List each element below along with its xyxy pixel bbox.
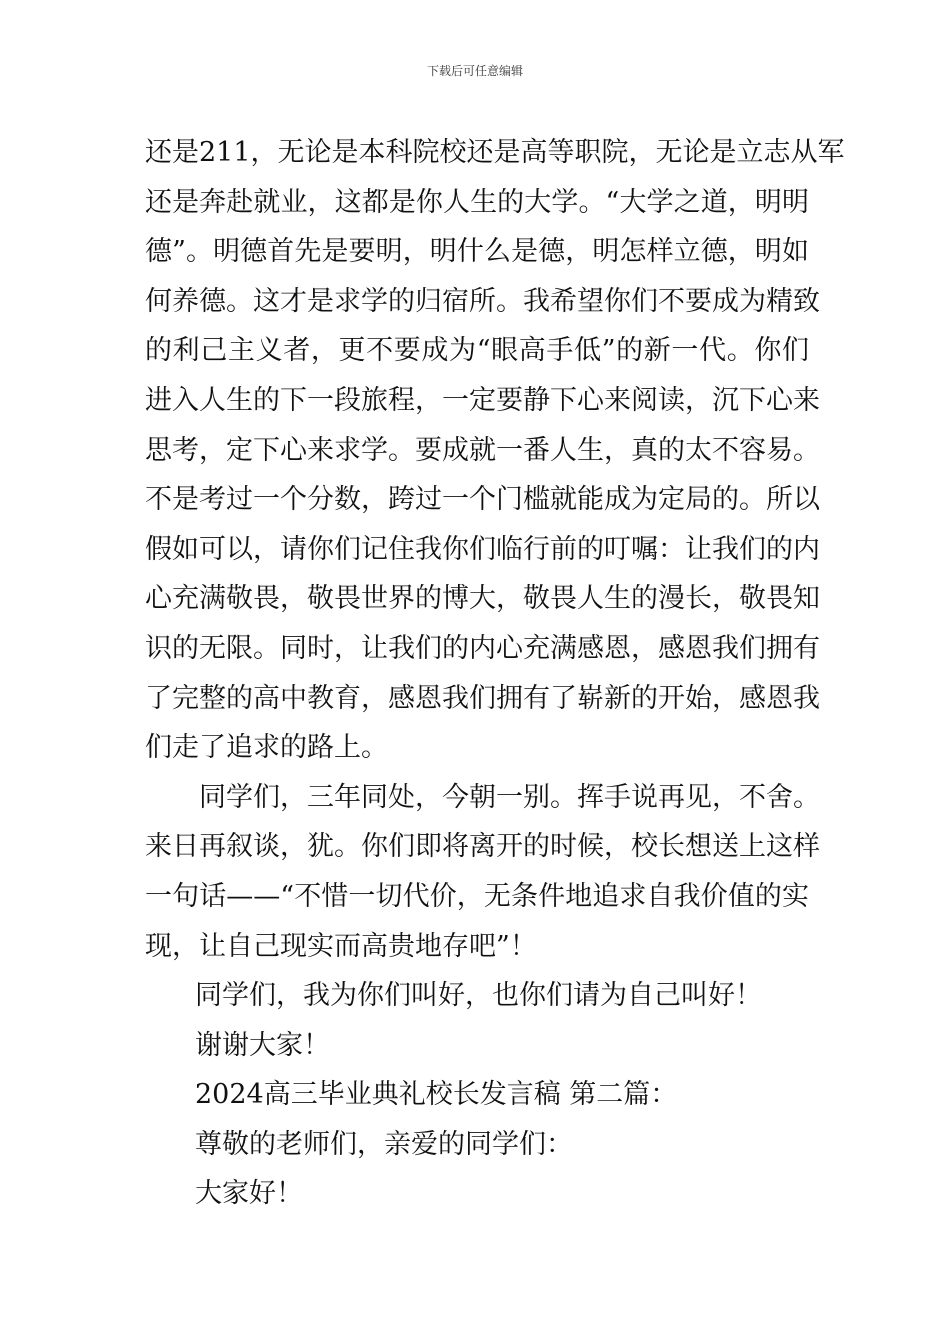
- page-header: 下载后可任意编辑: [426, 64, 523, 78]
- paragraph-line: 心充满敬畏，敬畏世界的博大，敬畏人生的漫长，敬畏知: [145, 583, 820, 615]
- paragraph-line: 谢谢大家！: [195, 1029, 330, 1061]
- paragraph-line: 进入人生的下一段旅程，一定要静下心来阅读，沉下心来: [145, 384, 820, 416]
- salutation: 尊敬的老师们，亲爱的同学们：: [195, 1128, 573, 1160]
- paragraph-line: 识的无限。同时，让我们的内心充满感恩，感恩我们拥有: [145, 632, 820, 664]
- paragraph-line: 们走了追求的路上。: [145, 732, 388, 764]
- greeting: 大家好！: [195, 1178, 303, 1210]
- paragraph-line: 同学们，三年同处，今朝一别。挥手说再见，不舍。: [199, 781, 820, 813]
- paragraph-line: 何养德。这才是求学的归宿所。我希望你们不要成为精致: [145, 285, 820, 317]
- paragraph-line: 的利己主义者，更不要成为“眼高手低”的新一代。你们: [145, 335, 809, 367]
- document-body: [145, 128, 845, 1219]
- paragraph-line: 不是考过一个分数，跨过一个门槛就能成为定局的。所以: [145, 484, 820, 516]
- paragraph-line: 假如可以，请你们记住我你们临行前的叮嘱：让我们的内: [145, 533, 820, 565]
- paragraph-line: 了完整的高中教育，感恩我们拥有了崭新的开始，感恩我: [145, 682, 820, 714]
- paragraph-line: 还是211，无论是本科院校还是高等职院，无论是立志从军: [145, 137, 845, 168]
- paragraph-line: 思考，定下心来求学。要成就一番人生，真的太不容易。: [145, 434, 820, 466]
- paragraph-line: 来日再叙谈，犹。你们即将离开的时候，校长想送上这样: [145, 831, 820, 863]
- paragraph-line: 还是奔赴就业，这都是你人生的大学。“大学之道，明明: [145, 186, 809, 218]
- section-heading: 2024高三毕业典礼校长发言稿 第二篇：: [195, 1079, 678, 1111]
- paragraph-line: 同学们，我为你们叫好，也你们请为自己叫好！: [195, 980, 762, 1012]
- paragraph-line: 一句话——“不惜一切代价，无条件地追求自我价值的实: [145, 880, 809, 912]
- paragraph-line: 现，让自己现实而高贵地存吧”！: [145, 930, 537, 962]
- paragraph-line: 德”。明德首先是要明，明什么是德，明怎样立德，明如: [145, 236, 809, 268]
